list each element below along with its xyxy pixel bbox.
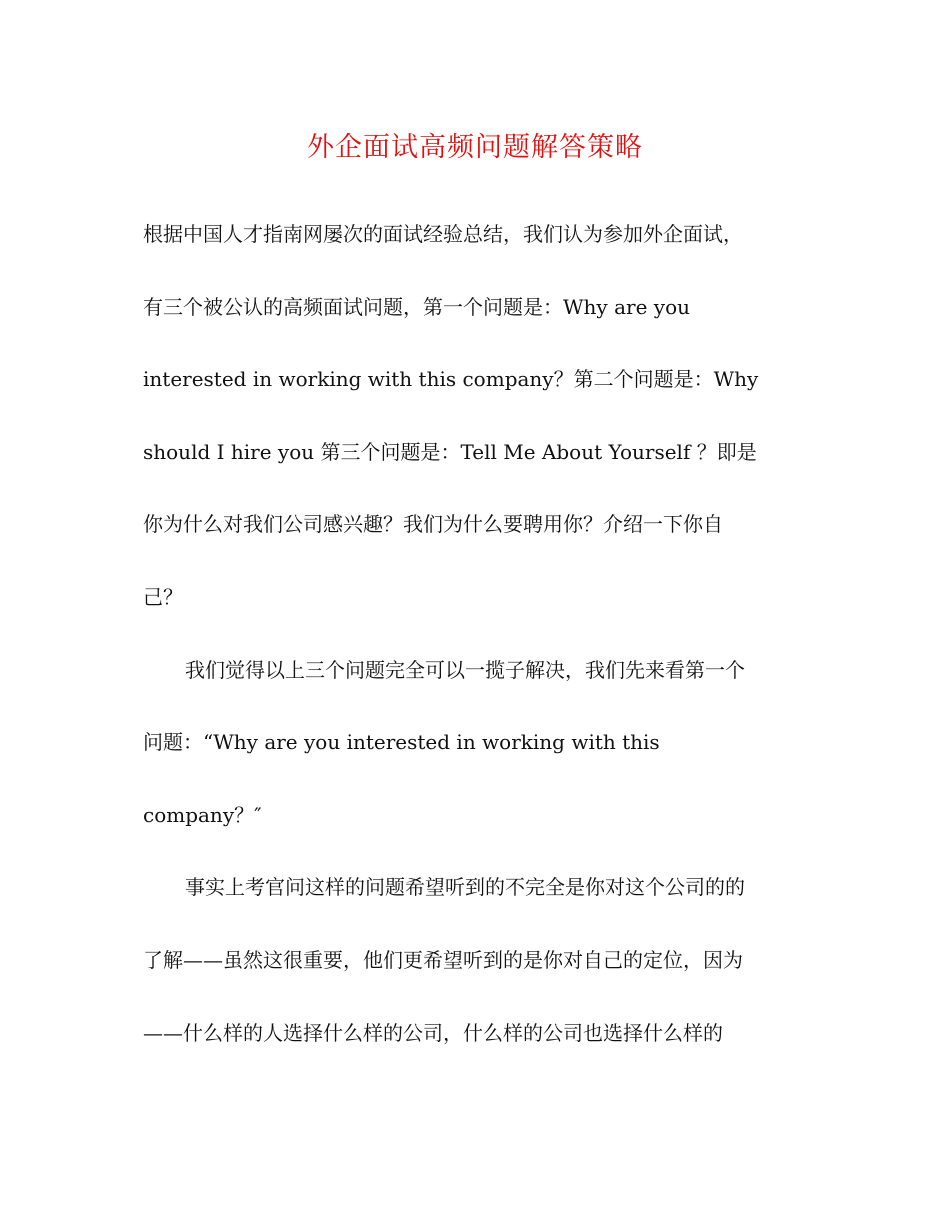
paragraph-line: interested in working with this company？第二个问题是：Why [143,367,759,392]
paragraph-line: 根据中国人才指南网屡次的面试经验总结，我们认为参加外企面试， [143,222,743,246]
paragraph-line: 己？ [143,584,183,609]
paragraph-line: should I hire you 第三个问题是：Tell Me About Yourself ？即是 [143,439,757,464]
paragraph-line: 你为什么对我们公司感兴趣？我们为什么要聘用你？介绍一下你自 [143,512,723,537]
paragraph-line: ——什么样的人选择什么样的公司，什么样的公司也选择什么样的 [143,1020,723,1045]
document-body [143,212,823,1083]
paragraph-line: 了解——虽然这很重要，他们更希望听到的是你对自己的定位，因为 [143,947,743,972]
paragraph-line: 问题：“Why are you interested in working with this [143,730,660,755]
document-title: 外企面试高频问题解答策略 [307,132,643,163]
paragraph-line: 有三个被公认的高频面试问题，第一个问题是：Why are you [143,294,690,319]
paragraph-line: 事实上考官问这样的问题希望听到的不完全是你对这个公司的的 [185,875,745,900]
paragraph-line: 我们觉得以上三个问题完全可以一揽子解决，我们先来看第一个 [185,657,745,682]
paragraph-line: company？″ [143,802,262,827]
